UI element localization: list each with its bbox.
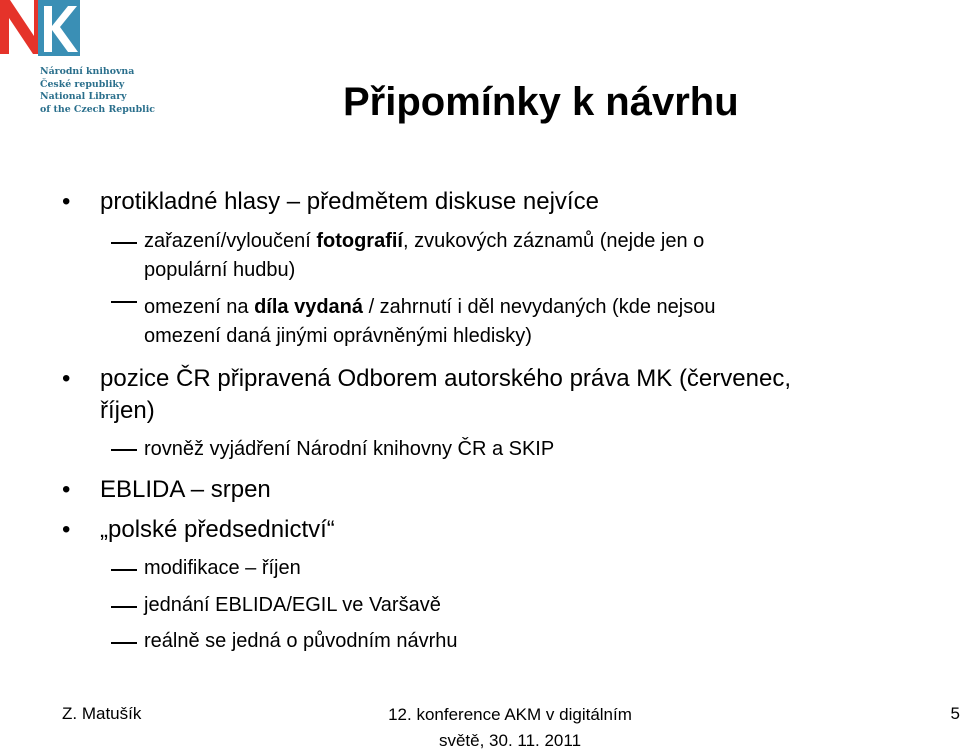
list-item: „polské předsednictví“ (100, 516, 335, 543)
list-item: reálně se jedná o původním návrhu (144, 630, 458, 652)
bullet-icon: • (62, 516, 71, 543)
list-item: zařazení/vyloučení fotografií, zvukových záznamů (nejde jen o (144, 230, 705, 252)
list-item: omezení na díla vydaná / zahrnutí i děl nevydaných (kde nejsou (144, 296, 716, 318)
dash-icon (111, 301, 137, 303)
list-item: modifikace – říjen (144, 557, 301, 579)
bullet-icon: • (62, 188, 71, 215)
logo-line: National Library (40, 91, 127, 102)
list-item: omezení daná jinými oprávněnými hledisky) (144, 325, 532, 347)
list-item: populární hudbu) (144, 259, 296, 281)
dash-icon (111, 449, 137, 451)
dash-icon (111, 606, 137, 608)
list-item: pozice ČR připravená Odborem autorského práva MK (červenec, (100, 365, 791, 392)
footer-event-line: 12. konference AKM v digitálním (388, 705, 632, 724)
bullet-icon: • (62, 476, 71, 503)
logo-line: Národní knihovna (40, 66, 135, 77)
dash-icon (111, 642, 137, 644)
footer-event-line: světě, 30. 11. 2011 (438, 731, 582, 750)
nk-logo-text (40, 66, 155, 116)
list-item: jednání EBLIDA/EGIL ve Varšavě (144, 594, 441, 616)
nk-logo-mark-icon (0, 0, 80, 56)
bullet-icon: • (62, 365, 71, 392)
footer-author: Z. Matušík (62, 704, 142, 723)
dash-icon (111, 569, 137, 571)
list-item: protikladné hlasy – předmětem diskuse nejvíce (100, 188, 599, 215)
page-number: 5 (950, 704, 960, 723)
list-item: EBLIDA – srpen (100, 476, 271, 503)
list-item: rovněž vyjádření Národní knihovny ČR a SKIP (144, 438, 555, 460)
dash-icon (111, 242, 137, 244)
slide-title: Připomínky k návrhu (343, 80, 739, 124)
logo-line: České republiky (40, 78, 125, 90)
list-item: říjen) (100, 397, 155, 424)
footer-event (340, 702, 680, 754)
logo-line: of the Czech Republic (40, 103, 155, 115)
nk-logo (0, 0, 155, 120)
